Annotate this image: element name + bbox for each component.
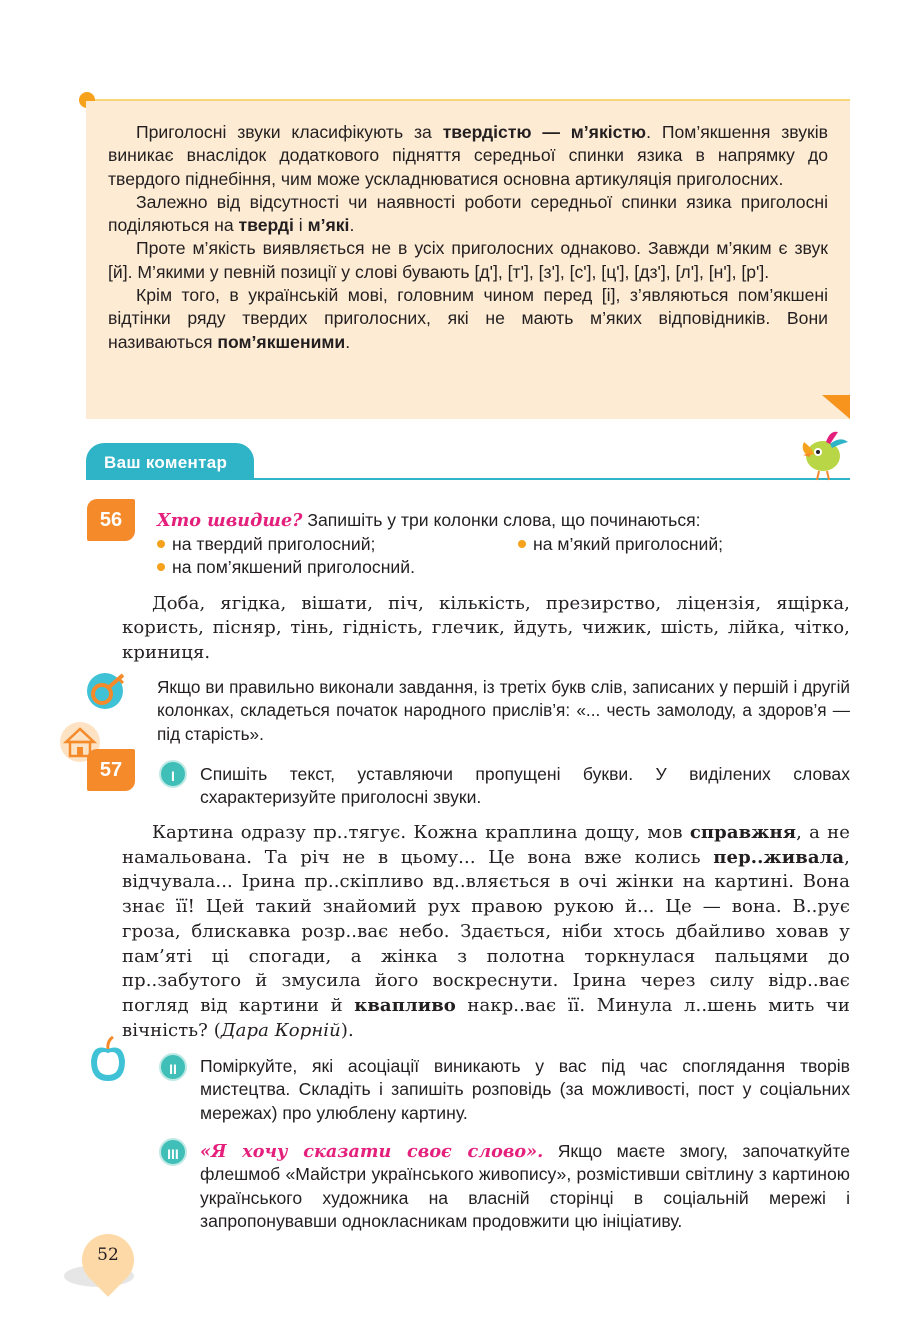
bullet-soft: на м’який приголосний; <box>518 533 723 556</box>
exercise-56-number: 56 <box>87 499 135 541</box>
page-number: 52 <box>97 1245 119 1265</box>
apple-icon <box>83 1035 133 1087</box>
exercise-57-task-1: Спишіть текст, уставляючи пропущені букви. У виділених словах схарактеризуйте приголосні звуки. <box>200 764 850 808</box>
banner-underline <box>86 478 850 480</box>
exercise-56-words: Доба, ягідка, вішати, піч, кількість, презирство, ліцензія, ящірка, користь, пісняр, тінь, гідність, глечик, йдуть, чижик, шість, лійка, чітко, криниця. <box>122 593 850 663</box>
task-roman-3: III <box>159 1138 187 1166</box>
bullet-icon <box>157 540 165 548</box>
exercise-56-hint: Якщо ви правильно виконали завдання, із третіх букв слів, записаних у першій і другій колонках, складеться початок народного прислів’я: «... честь замолоду, а здоров’я — під старість». <box>157 677 850 744</box>
theory-paragraph-3: Проте м’якість виявляється не в усіх приголосних однаково. Завжди м’яким є звук [й]. М’якими у певній позиції у слові бувають [д'], [т'], [з'], [с'], [ц'], [дз'], [л'], [н'], [р']. <box>108 238 828 282</box>
bullet-hard: на твердий приголосний; <box>157 533 375 556</box>
bird-icon <box>796 424 852 482</box>
key-icon <box>83 667 143 717</box>
corner-fold <box>822 395 850 419</box>
exercise-57-text: Картина одразу пр..тягує. Кожна краплина дощу, мов справжня, а не намальована. Та річ не в цьому... Це вона вже колись пер..живала, відчувала... Ірина пр..скіпливо вд..вляється в очі жінки на картині. Вона знає її! Цей такий знайомий рух правою рукою й... Це — вона. В..рує гроза, блискавка розр..ває небо. Здається, ніби хтось дбайливо ховав у пам’яті ці спогади, а жінка з полотна торкнулася пальцями до пр..забутого й змусила його воскреснути. Ірина через силу відр..ває погляд від картини й квапливо накр..ває її. Минула л..шень мить чи вічність? (Дара Корній). <box>122 822 851 1041</box>
bullet-softened: на пом’якшений приголосний. <box>157 556 415 579</box>
exercise-57-task-2: Поміркуйте, які асоціації виникають у вас під час споглядання творів мистецтва. Складіть і запишіть розповідь (за можливості, пост у соціальних мережах) про улюблену картину. <box>200 1056 850 1123</box>
theory-paragraph-4: Крім того, в українській мові, головним чином перед [і], з’являються пом’якшені відтінки ряду твердих приголосних, які не мають м’яких відповідників. Вони називаються пом’якшеними. <box>108 285 828 352</box>
theory-paragraph-1: Приголосні звуки класифікують за твердістю — м’якістю. Пом’якшення звуків виникає внаслідок додаткового підняття середньої спинки язика в напрямку до твердого піднебіння, чим може ускладнюватися основна артикуляція приголосних. <box>108 122 828 189</box>
exercise-56-instruction: Хто швидше? Запишіть у три колонки слова, що починаються: <box>157 510 701 531</box>
theory-box <box>86 101 850 419</box>
theory-paragraph-2: Залежно від відсутності чи наявності роботи середньої спинки язика приголосні поділяються на тверді і м’які. <box>108 191 828 236</box>
task-roman-1: I <box>159 760 187 788</box>
comment-banner: Ваш коментар <box>86 443 254 479</box>
bullet-icon <box>518 540 526 548</box>
exercise-57-task-3: «Я хочу сказати своє слово». Якщо маєте змогу, започаткуйте флешмоб «Майстри українського живопису», розмістивши світлину з картиною українського художника на власній сторінці в соціальній мережі і запропонувавши однокласникам продовжити цю ініціативу. <box>200 1141 850 1231</box>
task-roman-2: II <box>159 1053 187 1081</box>
exercise-57-number: 57 <box>87 749 135 791</box>
bullet-icon <box>157 563 165 571</box>
